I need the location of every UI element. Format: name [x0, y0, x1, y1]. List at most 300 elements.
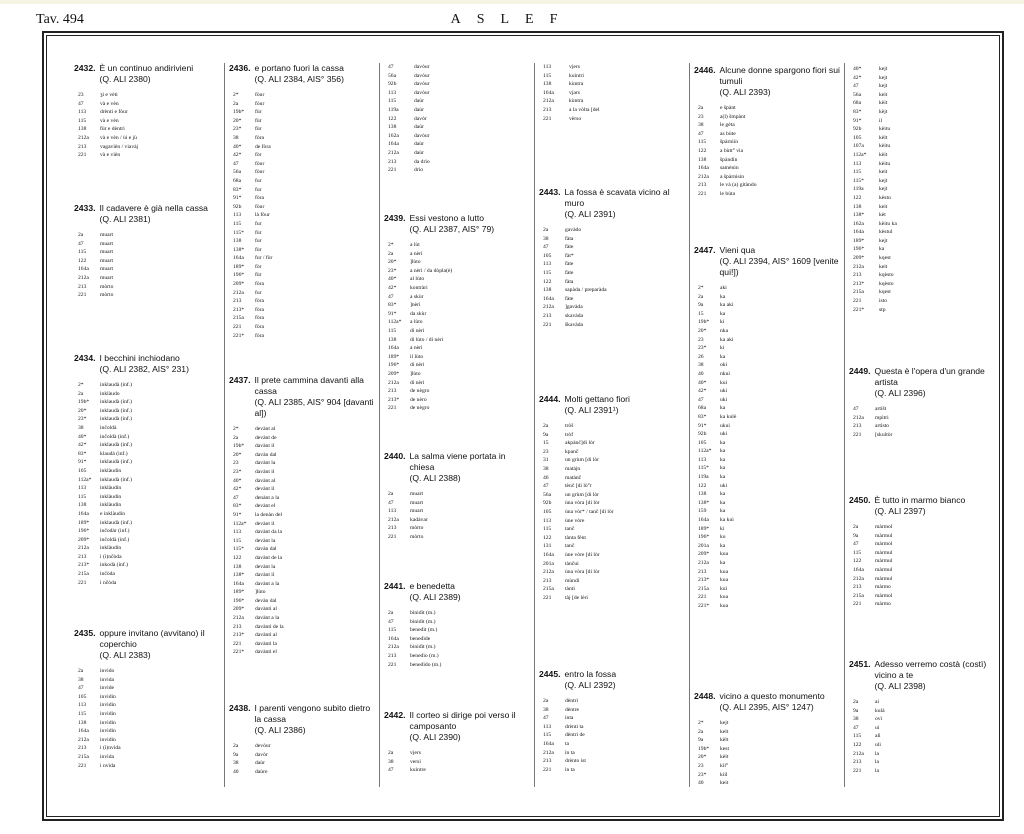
dialect-form: kqest — [879, 255, 891, 262]
dialect-form: inklaudà (inf.) — [100, 399, 132, 406]
survey-point: 40* — [698, 379, 707, 386]
form-row — [384, 97, 530, 106]
form-list — [384, 63, 530, 175]
survey-point: 112a* — [78, 476, 92, 483]
entry-prompt — [100, 353, 220, 375]
form-row — [694, 156, 840, 165]
form-row — [384, 507, 530, 516]
survey-point: 162a — [853, 220, 864, 227]
form-row — [384, 499, 530, 508]
form-row — [694, 576, 840, 585]
survey-point: 38 — [543, 706, 549, 713]
form-row — [849, 168, 995, 177]
form-row — [694, 121, 840, 130]
entry-number: 2450. — [849, 495, 871, 505]
dialect-form: klaudà (inf.) — [100, 450, 128, 457]
dialect-form: kùntra — [569, 98, 584, 105]
survey-point: 213* — [853, 280, 865, 287]
form-list — [229, 91, 375, 340]
form-row — [694, 113, 840, 122]
dialect-form: [skultòr — [875, 431, 893, 438]
form-list — [74, 667, 220, 770]
dialect-form: ku — [720, 534, 726, 541]
form-row — [384, 80, 530, 89]
dialect-form: de nègro — [410, 405, 430, 412]
dialect-form: al lùto — [410, 276, 425, 283]
survey-point: 221 — [78, 762, 87, 769]
form-row — [229, 442, 375, 451]
dialect-form: invìdin — [100, 702, 116, 709]
survey-point: 213 — [543, 106, 552, 113]
dialect-form: drènto ist — [565, 758, 586, 765]
form-row — [694, 602, 840, 611]
dialect-form: kadàvar — [410, 516, 428, 523]
form-row — [74, 719, 220, 728]
survey-point: 9a — [698, 302, 704, 309]
dialect-form: a(l) šmpànt — [720, 113, 746, 120]
survey-point: 2a — [388, 491, 394, 497]
plate-number: Tav. 494 — [36, 12, 84, 27]
survey-point: 122 — [78, 257, 87, 264]
form-row — [849, 254, 995, 263]
form-row — [849, 549, 995, 558]
entry-reference: (Q. ALI 2380) — [99, 74, 151, 84]
dialect-form: ùna vòra [di lòr — [565, 500, 600, 507]
survey-point: 212a — [853, 575, 864, 582]
survey-point: 138 — [388, 124, 397, 131]
form-row — [539, 568, 685, 577]
form-row — [229, 468, 375, 477]
dialect-form: kqest — [879, 289, 891, 296]
survey-point: 38 — [698, 362, 704, 369]
survey-point: 221 — [698, 594, 707, 601]
survey-point: 212a — [233, 289, 244, 296]
dialect-form: la — [875, 767, 880, 774]
dialect-form: davòur — [414, 64, 430, 70]
form-row — [539, 269, 685, 278]
dialect-form: kèlt — [720, 737, 729, 744]
dialect-form: ka — [720, 293, 726, 300]
survey-point: 2a — [78, 232, 84, 238]
survey-point: 19b* — [233, 443, 245, 450]
entry-number: 2441. — [384, 581, 406, 591]
survey-point: 91* — [853, 117, 862, 124]
dialect-form: ka — [720, 491, 726, 498]
survey-point: 115 — [853, 549, 862, 556]
survey-point: 113 — [543, 261, 552, 268]
dialect-form: devànt al — [255, 426, 276, 432]
entry-reference: (Q. ALI 2395, AIS° 1247) — [719, 702, 814, 712]
survey-point: 115 — [543, 269, 552, 276]
entry-reference: (Q. ALI 2387, AIS° 79) — [409, 224, 495, 234]
dialect-form: kui — [720, 379, 728, 386]
survey-point: 23 — [78, 92, 84, 98]
dialect-form: fur — [255, 220, 262, 227]
form-row — [229, 759, 375, 768]
form-row — [74, 450, 220, 459]
survey-point: 47 — [388, 618, 394, 625]
form-row — [384, 336, 530, 345]
dialect-form: kejt — [879, 83, 888, 90]
dialect-form: da drìo — [414, 158, 430, 165]
entry-number: 2432. — [74, 63, 96, 73]
form-row — [74, 390, 220, 399]
survey-point: 20* — [388, 259, 397, 266]
survey-point: 221 — [543, 594, 552, 601]
form-row — [74, 536, 220, 545]
dialect-form: kejt — [879, 74, 888, 81]
dialect-form: binidìt (m.) — [410, 644, 436, 651]
form-row — [74, 125, 220, 134]
form-row — [74, 467, 220, 476]
form-row — [694, 499, 840, 508]
entry-prompt — [410, 451, 530, 484]
entry-heading — [229, 63, 375, 85]
form-row — [539, 422, 685, 431]
form-row — [694, 353, 840, 362]
column-divider — [844, 63, 845, 787]
survey-point: 212a — [543, 304, 554, 311]
entry-reference: (Q. ALI 2382, AIS° 231) — [99, 364, 189, 374]
entry-reference: (Q. ALI 2385, AIS° 904 [davanti al]) — [254, 397, 374, 418]
survey-point: 164a — [543, 551, 554, 558]
form-row — [849, 160, 995, 169]
dialect-form: a la vòlta [del — [569, 106, 600, 113]
survey-point: 115 — [233, 220, 242, 227]
dialect-form: inčòda — [100, 571, 115, 578]
form-row — [694, 771, 840, 780]
survey-point: 91* — [388, 310, 397, 317]
dialect-form: fòra — [255, 315, 265, 322]
form-row — [539, 723, 685, 732]
dialect-form: inklaudà (inf.) — [100, 476, 132, 483]
survey-point: 2a — [388, 250, 394, 257]
dialect-form: davòur — [414, 132, 430, 139]
entry-2439 — [384, 213, 530, 413]
entry-reference: (Q. ALI 2391¹) — [564, 405, 619, 415]
survey-point: 221* — [233, 649, 245, 656]
dialect-form: ka — [720, 465, 726, 472]
dialect-form: davòur — [414, 72, 430, 79]
form-row — [849, 134, 995, 143]
entry-number: 2433. — [74, 203, 96, 213]
survey-point: 213 — [78, 143, 87, 150]
form-row — [539, 226, 685, 235]
form-row — [849, 125, 995, 134]
dialect-form: muart — [100, 240, 114, 247]
dialect-form: kuìntri — [569, 72, 584, 79]
survey-point: 47 — [853, 406, 859, 412]
dialect-form: davànt de la — [255, 554, 283, 561]
form-row — [229, 502, 375, 511]
form-row — [539, 456, 685, 465]
survey-point: 131 — [543, 543, 552, 550]
form-row — [229, 528, 375, 537]
dialect-form: tròf — [565, 431, 574, 438]
survey-point: 113 — [388, 89, 397, 96]
form-row — [694, 413, 840, 422]
dialect-form: fùr — [255, 229, 262, 236]
dialect-form: dèntri — [565, 698, 579, 704]
form-row — [384, 72, 530, 81]
form-row — [849, 750, 995, 759]
dialect-form: mòrto — [410, 533, 424, 540]
entry-prompt — [255, 703, 375, 736]
form-row — [694, 310, 840, 319]
dialect-form: kèlt — [879, 134, 888, 141]
entry-reference: (Q. ALI 2383) — [99, 650, 151, 660]
survey-point: 9a — [698, 737, 704, 744]
survey-point: 105 — [543, 252, 552, 259]
entry-title: I becchini inchiodano — [99, 353, 180, 363]
form-row — [384, 267, 530, 276]
form-row — [539, 697, 685, 706]
form-list — [229, 425, 375, 657]
survey-point: 164a — [853, 566, 864, 573]
form-row — [384, 404, 530, 413]
survey-point: 40* — [233, 143, 242, 150]
dialect-form: muart — [100, 249, 114, 256]
form-row — [694, 585, 840, 594]
dialect-form: tànčui — [565, 560, 579, 567]
entry-continuation — [539, 63, 685, 123]
dialect-form: benedìt (m.) — [410, 627, 438, 634]
entry-prompt — [100, 203, 220, 225]
dialect-form: inčoldà — [100, 424, 117, 431]
survey-point: 2a — [78, 668, 84, 674]
dialect-form: uli — [875, 741, 881, 748]
dialect-form: in ta — [565, 766, 575, 773]
form-row — [849, 185, 995, 194]
form-row — [694, 736, 840, 745]
survey-point: 221 — [388, 167, 397, 174]
survey-point: 38 — [233, 760, 239, 767]
form-row — [384, 250, 530, 259]
form-row — [694, 147, 840, 156]
form-row — [539, 243, 685, 252]
survey-point: 213 — [78, 745, 87, 752]
dialect-form: fur — [255, 289, 262, 296]
dialect-form: alì — [875, 733, 881, 740]
form-row — [849, 306, 995, 315]
dialect-form: kest — [720, 745, 730, 752]
survey-point: 42* — [853, 74, 862, 81]
entry-heading — [539, 394, 685, 416]
survey-point: 92b — [853, 126, 862, 133]
form-list — [849, 698, 995, 775]
survey-point: 213 — [698, 182, 707, 189]
form-row — [74, 676, 220, 685]
survey-point: 105 — [853, 134, 862, 141]
survey-point: 38 — [543, 235, 549, 242]
dialect-form: kuì — [720, 585, 728, 592]
dialect-form: kejt — [720, 720, 729, 726]
dialect-form: fòur — [255, 100, 265, 107]
form-row — [74, 265, 220, 274]
dialect-form: tròš — [565, 423, 574, 429]
survey-point: 189* — [233, 263, 245, 270]
form-row — [539, 321, 685, 330]
dialect-form: binidìt (m.) — [410, 610, 436, 616]
dialect-form: fòra — [255, 134, 265, 141]
form-row — [539, 295, 685, 304]
survey-point: 215a — [853, 592, 864, 599]
dialect-form: binidìt (m.) — [410, 618, 436, 625]
survey-point: 47 — [698, 130, 704, 137]
survey-point: 138 — [388, 336, 397, 343]
survey-point: 38 — [543, 465, 549, 472]
form-row — [384, 609, 530, 618]
form-list — [384, 749, 530, 775]
atlas-title: ASLEF — [450, 12, 574, 27]
dialect-form: in ta — [565, 749, 575, 756]
form-row — [539, 551, 685, 560]
survey-point: 122 — [388, 115, 397, 122]
survey-point: 38 — [388, 758, 394, 765]
dialect-form: fàte — [565, 244, 574, 251]
survey-point: 221* — [698, 602, 710, 609]
dialect-form: kua — [720, 602, 729, 609]
dialect-form: nka — [720, 327, 729, 334]
survey-point: 47 — [233, 494, 239, 501]
dialect-form: fòr — [255, 263, 262, 270]
survey-point: 23* — [698, 345, 707, 352]
dialect-form: kua — [720, 551, 729, 558]
survey-point: 213 — [698, 568, 707, 575]
dialect-form: inčoldà (inf.) — [100, 536, 130, 543]
dialect-form: ka — [720, 448, 726, 455]
form-row — [74, 476, 220, 485]
dialect-form: invìdin — [100, 710, 116, 717]
form-list — [694, 719, 840, 788]
survey-point: 47 — [233, 160, 239, 167]
survey-point: 196* — [233, 272, 245, 279]
entry-number: 2444. — [539, 394, 561, 404]
dialect-form: devànt la — [255, 563, 276, 570]
form-row — [229, 511, 375, 520]
entry-heading — [694, 245, 840, 278]
form-row — [694, 422, 840, 431]
entry-prompt — [410, 581, 530, 603]
dialect-form: akpànč]di lòr — [565, 440, 595, 447]
form-row — [384, 327, 530, 336]
form-row — [539, 80, 685, 89]
dialect-form: škavàda — [565, 321, 584, 328]
survey-point: 209* — [853, 255, 865, 262]
form-row — [229, 108, 375, 117]
dialect-form: davòur — [414, 81, 430, 88]
dialect-form: vjars — [569, 89, 580, 96]
survey-point: 47 — [388, 499, 394, 506]
form-row — [539, 740, 685, 749]
survey-point: 42* — [388, 284, 397, 291]
dialect-form: uki — [720, 396, 728, 403]
survey-point: 221 — [78, 292, 87, 299]
dialect-form: de nèro — [410, 396, 427, 403]
dialect-form: i nčòda — [100, 579, 117, 586]
survey-point: 91* — [78, 459, 87, 466]
dialect-form: ]lùto — [255, 589, 266, 596]
dialect-form: uki — [720, 388, 728, 395]
entry-prompt — [875, 659, 995, 692]
form-row — [694, 745, 840, 754]
form-row — [74, 510, 220, 519]
survey-point: 164a — [388, 141, 399, 148]
dialect-form: di lùto / di nèri — [410, 336, 444, 343]
survey-point: 138* — [853, 212, 865, 219]
form-row — [74, 484, 220, 493]
survey-point: 68a — [233, 177, 242, 184]
dialect-form: màrmol — [875, 541, 893, 548]
column-divider — [379, 63, 380, 787]
entry-number: 2447. — [694, 245, 716, 255]
dialect-form: ka aki — [720, 336, 734, 343]
survey-point: 83* — [853, 108, 862, 115]
entry-reference: (Q. ALI 2389) — [409, 592, 461, 602]
dialect-form: mpìtri — [875, 414, 889, 421]
form-row — [849, 82, 995, 91]
dialect-form: devànt de — [255, 434, 277, 441]
form-row — [229, 117, 375, 126]
dialect-form: le và (a) gitàndo — [720, 182, 757, 189]
entry-2445 — [539, 669, 685, 774]
survey-point: 221 — [78, 152, 87, 159]
dialect-form: kejt — [879, 177, 888, 184]
form-row — [849, 297, 995, 306]
form-row — [384, 635, 530, 644]
dialect-form: davànt a la — [255, 580, 280, 587]
entry-2448 — [694, 691, 840, 788]
dialect-form: ka — [720, 405, 726, 412]
entry-title: vicino a questo monumento — [719, 691, 825, 701]
entry-2447 — [694, 245, 840, 611]
form-row — [229, 580, 375, 589]
dialect-form: davànt a la — [255, 615, 280, 622]
dialect-form: a nèri — [410, 250, 423, 257]
dialect-form: devànt il — [255, 486, 275, 493]
survey-point: 164a — [78, 728, 89, 735]
form-row — [74, 424, 220, 433]
dialect-form: invìdin — [100, 693, 116, 700]
form-row — [694, 396, 840, 405]
dialect-form: ovì — [875, 716, 883, 723]
dialect-form: kèlt — [720, 754, 729, 761]
entry-reference: (Q. ALI 2392) — [564, 680, 616, 690]
entry-reference: (Q. ALI 2391) — [564, 209, 616, 219]
entry-reference: (Q. ALI 2388) — [409, 473, 461, 483]
survey-point: 47 — [388, 293, 394, 300]
form-row — [229, 143, 375, 152]
survey-point: 38 — [853, 716, 859, 723]
dialect-form: a bùtt° via — [720, 147, 744, 154]
entry-title: La salma viene portata in chiesa — [409, 451, 506, 472]
form-row — [74, 667, 220, 676]
survey-point: 47 — [853, 83, 859, 90]
form-row — [229, 160, 375, 169]
form-row — [849, 211, 995, 220]
survey-point: 115 — [78, 710, 87, 717]
dialect-form: ai — [875, 699, 880, 705]
dialect-form: davòr — [414, 115, 427, 122]
survey-point: 189* — [233, 589, 245, 596]
survey-point: 113 — [233, 529, 242, 536]
survey-point: 2a — [78, 390, 84, 397]
dialect-form: davànti el — [255, 649, 277, 656]
dialect-form: keit — [879, 263, 888, 270]
form-row — [229, 520, 375, 529]
survey-point: 138 — [78, 719, 87, 726]
dialect-form: tanč — [565, 543, 575, 550]
